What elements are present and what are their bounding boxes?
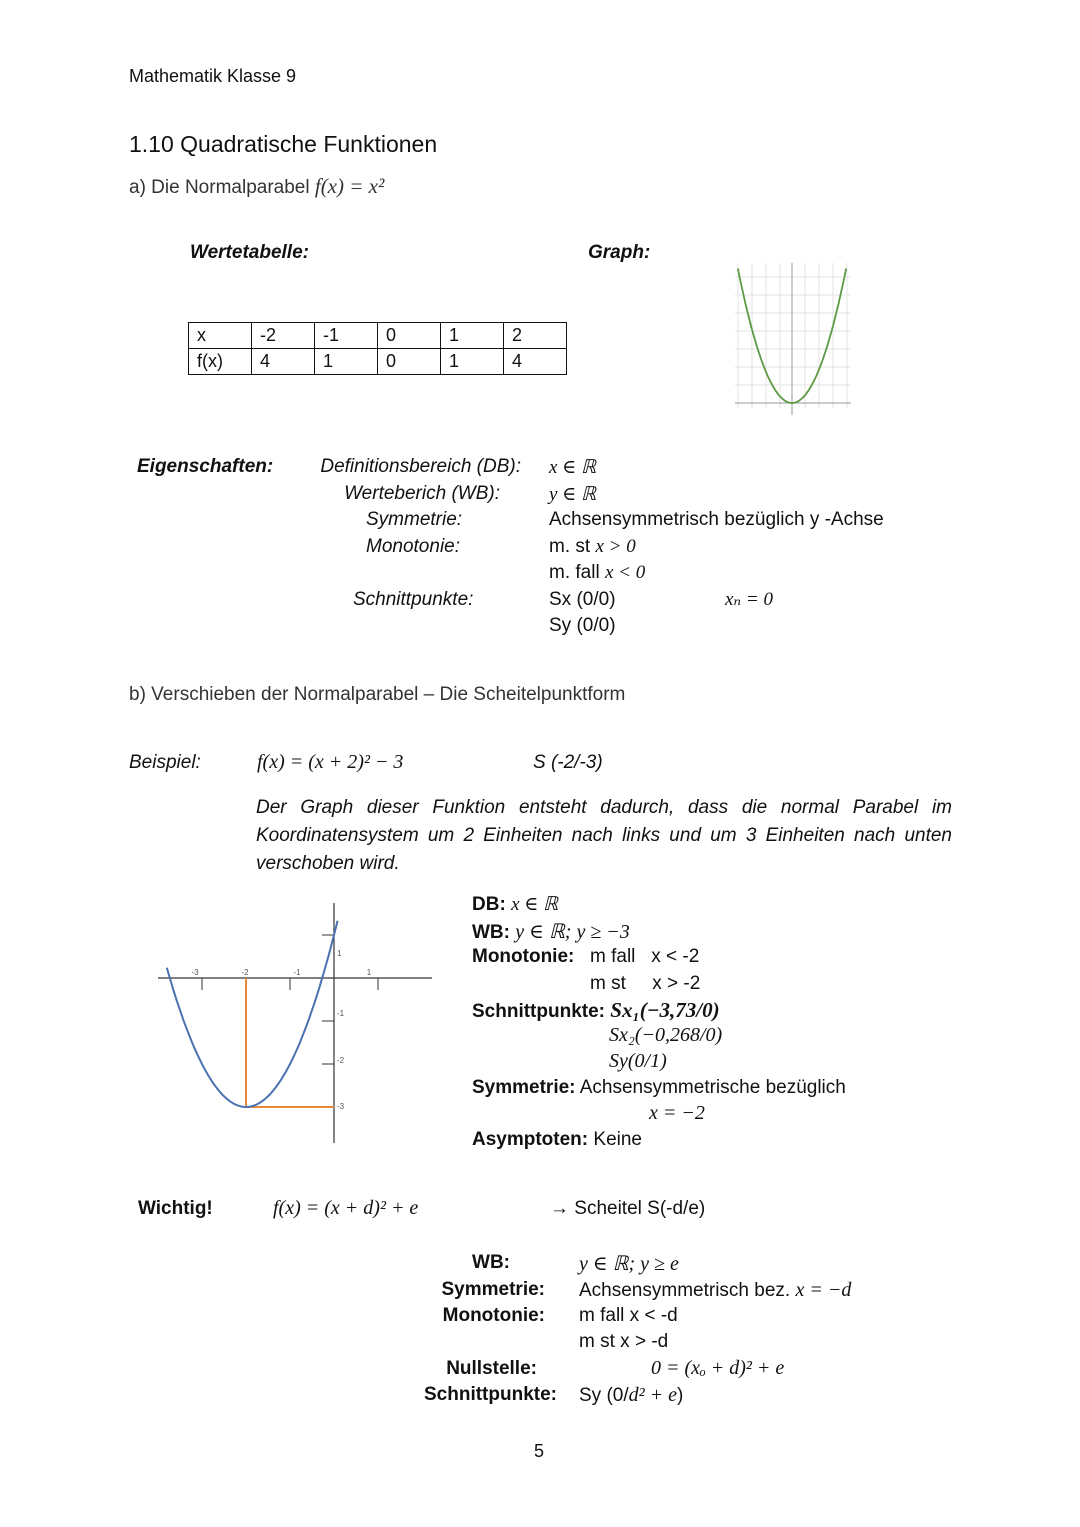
wb-general-value: y ∈ ℝ; y ≥ e (579, 1253, 679, 1275)
example-description: Der Graph dieser Funktion entsteht dadurch, dass die normal Parabel im Koordinatensystem um 2 Einheiten nach links und um 3 Einheiten nach unten verschoben wird. (256, 797, 952, 874)
intersections-label: Schnittpunkte: (353, 589, 474, 610)
graph-label: Graph: (588, 242, 651, 263)
monotony-general-rising: m st x > -d (579, 1331, 669, 1352)
symmetry-general-value: Achsensymmetrisch bez. x = −d (579, 1279, 852, 1301)
wb-b: WB: y ∈ ℝ; y ≥ −3 (472, 921, 630, 943)
table-cell: x (189, 323, 252, 349)
table-row (189, 349, 567, 375)
asymptotes-b: Asymptoten: Keine (472, 1129, 642, 1150)
y-tick-label: -3 (337, 1102, 345, 1111)
db-value: x ∈ ℝ (549, 457, 597, 478)
intersections-general-label: Schnittpunkte: (424, 1384, 557, 1405)
value-table (188, 322, 567, 375)
wb-label: Werteberich (WB): (344, 483, 500, 504)
intersection-x: Sx (0/0) (549, 589, 616, 610)
symmetry-label: Symmetrie: (366, 509, 463, 530)
important-label: Wichtig! (138, 1198, 213, 1219)
x-tick-label: 1 (366, 968, 372, 977)
properties-label: Eigenschaften: (137, 456, 274, 477)
subsection-b: b) Verschieben der Normalparabel – Die Scheitelpunktform (129, 684, 626, 705)
table-cell: 0 (378, 349, 441, 375)
zero-point: xₙ = 0 (725, 589, 773, 610)
x-tick-label: -2 (241, 968, 249, 977)
example-vertex: S (-2/-3) (533, 752, 603, 773)
db-b: DB: x ∈ ℝ (472, 894, 559, 915)
intersections-b: Schnittpunkte: Sx₁(−3,73/0) (472, 998, 720, 1022)
monotony-falling: m. fall x < 0 (549, 562, 646, 583)
table-label: Wertetabelle: (190, 242, 309, 263)
monotony-b-label: Monotonie: (472, 946, 575, 967)
zero-general-label: Nullstelle: (446, 1358, 537, 1379)
y-tick-label: -1 (337, 1009, 345, 1018)
example-label: Beispiel: (129, 752, 201, 773)
y-tick-label: -2 (337, 1056, 345, 1065)
intersection-x2: Sx₂(−0,268/0) (609, 1024, 723, 1046)
table-cell: 4 (504, 349, 567, 375)
table-cell: 1 (315, 349, 378, 375)
subsection-a: a) Die Normalparabel f(x) = x² (129, 174, 385, 198)
table-cell: 2 (504, 323, 567, 349)
example-function: f(x) = (x + 2)² − 3 (257, 751, 404, 773)
vertex-rule: → Scheitel S(-d/e) (550, 1198, 706, 1219)
y-tick-label: 1 (337, 949, 342, 958)
general-formula: f(x) = (x + d)² + e (273, 1197, 419, 1219)
x-tick-label: -1 (293, 968, 301, 977)
page-header: Mathematik Klasse 9 (129, 66, 297, 86)
symmetry-value: Achsensymmetrisch bezüglich y -Achse (549, 509, 884, 530)
monotony-rising: m. st x > 0 (549, 536, 636, 557)
table-cell: 4 (252, 349, 315, 375)
table-cell: 1 (441, 323, 504, 349)
intersection-general-y: Sy (0/d² + e) (579, 1384, 684, 1406)
table-cell: 1 (441, 349, 504, 375)
parabola-curve (167, 921, 338, 1107)
page-number: 5 (534, 1441, 545, 1461)
table-row (189, 323, 567, 349)
db-label: Definitionsbereich (DB): (320, 456, 521, 477)
wb-general-label: WB: (472, 1252, 510, 1273)
normal-parabola-graph (735, 263, 853, 415)
table-cell: 0 (378, 323, 441, 349)
x-tick-label: -3 (191, 968, 199, 977)
symmetry-b-axis: x = −2 (649, 1102, 705, 1124)
intersection-y: Sy (0/0) (549, 615, 616, 636)
section-title: 1.10 Quadratische Funktionen (129, 131, 438, 157)
shifted-parabola-graph (140, 898, 440, 1148)
wb-value: y ∈ ℝ (549, 484, 597, 505)
symmetry-b: Symmetrie: Achsensymmetrische bezüglich (472, 1077, 846, 1098)
table-cell: -1 (315, 323, 378, 349)
zero-general-value: 0 = (xₒ + d)² + e (651, 1357, 785, 1379)
intersection-y-b: Sy(0/1) (609, 1050, 667, 1072)
monotony-general-falling: m fall x < -d (579, 1305, 678, 1326)
table-cell: -2 (252, 323, 315, 349)
table-cell: f(x) (189, 349, 252, 375)
monotony-b-rising: m st x > -2 (590, 973, 701, 994)
symmetry-general-label: Symmetrie: (441, 1279, 545, 1300)
monotony-general-label: Monotonie: (442, 1305, 545, 1326)
monotony-label: Monotonie: (366, 536, 461, 557)
monotony-b-falling: m fall x < -2 (590, 946, 700, 967)
